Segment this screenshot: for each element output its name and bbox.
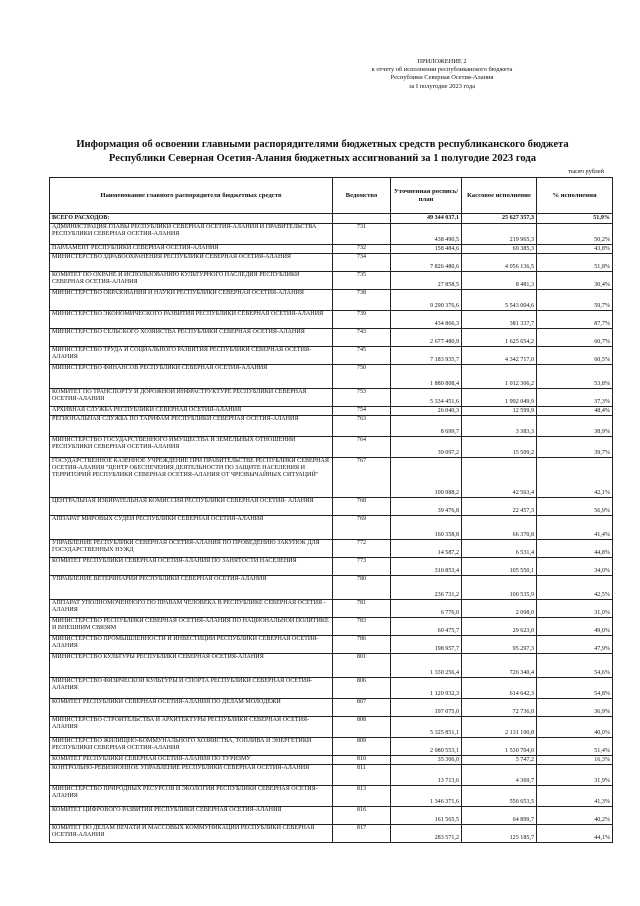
row-fact-cell: 5 543 004,6 bbox=[462, 290, 537, 311]
table-header-row bbox=[50, 178, 613, 214]
row-dept-cell: 731 bbox=[333, 224, 391, 245]
row-name-cell: КОМИТЕТ ЦИФРОВОГО РАЗВИТИЯ РЕСПУБЛИКИ СЕВЕРНАЯ ОСЕТИЯ-АЛАНИЯ bbox=[50, 807, 333, 825]
row-name-cell: КОМИТЕТ РЕСПУБЛИКИ СЕВЕРНАЯ ОСЕТИЯ-АЛАНИЯ ПО ТУРИЗМУ bbox=[50, 756, 333, 765]
row-pct-cell: 31,9% bbox=[537, 765, 613, 786]
table-row bbox=[50, 618, 613, 636]
row-dept-cell: 743 bbox=[333, 329, 391, 347]
table-row bbox=[50, 389, 613, 407]
row-name-cell: МИНИСТЕРСТВО КУЛЬТУРЫ РЕСПУБЛИКИ СЕВЕРНАЯ ОСЕТИЯ-АЛАНИЯ bbox=[50, 654, 333, 678]
table-row bbox=[50, 437, 613, 458]
header-pct: % исполнения bbox=[537, 178, 613, 214]
header-fact: Кассовое исполнение bbox=[462, 178, 537, 214]
row-dept-cell: 811 bbox=[333, 765, 391, 786]
row-plan-cell: 160 358,8 bbox=[391, 516, 462, 540]
row-pct-cell: 40,2% bbox=[537, 807, 613, 825]
row-name-cell: АРХИВНАЯ СЛУЖБА РЕСПУБЛИКИ СЕВЕРНАЯ ОСЕТИЯ-АЛАНИЯ bbox=[50, 407, 333, 416]
row-plan-cell: 8 699,7 bbox=[391, 416, 462, 437]
row-pct-cell: 40,0% bbox=[537, 717, 613, 738]
table-row bbox=[50, 786, 613, 807]
row-plan-cell: 197 075,0 bbox=[391, 699, 462, 717]
row-dept-cell: 783 bbox=[333, 618, 391, 636]
table-row bbox=[50, 407, 613, 416]
row-pct-cell: 31,0% bbox=[537, 600, 613, 618]
appendix-line: ПРИЛОЖЕНИЕ 2 bbox=[417, 58, 467, 65]
total-pct: 51,9% bbox=[537, 214, 613, 224]
row-name-cell: МИНИСТЕРСТВО ГОСУДАРСТВЕННОГО ИМУЩЕСТВА И ЗЕМЕЛЬНЫХ ОТНОШЕНИЙ РЕСПУБЛИКИ СЕВЕРНАЯ ОСЕТИЯ-АЛАНИЯ bbox=[50, 437, 333, 458]
row-pct-cell: 53,8% bbox=[537, 365, 613, 389]
row-pct-cell: 60,7% bbox=[537, 329, 613, 347]
row-dept-cell: 786 bbox=[333, 636, 391, 654]
row-fact-cell: 556 653,5 bbox=[462, 786, 537, 807]
row-pct-cell: 51,4% bbox=[537, 738, 613, 756]
total-plan: 49 344 037,1 bbox=[391, 214, 462, 224]
appendix-line: к отчету об исполнении республиканского бюджета bbox=[371, 66, 513, 74]
row-name-cell: КОНТРОЛЬНО-РЕВИЗИОННОЕ УПРАВЛЕНИЕ РЕСПУБЛИКИ СЕВЕРНАЯ ОСЕТИЯ-АЛАНИЯ bbox=[50, 765, 333, 786]
row-plan-cell: 283 571,2 bbox=[391, 825, 462, 843]
row-pct-cell: 30,4% bbox=[537, 272, 613, 290]
row-name-cell: УПРАВЛЕНИЕ ВЕТЕРИНАРИИ РЕСПУБЛИКИ СЕВЕРНАЯ ОСЕТИЯ-АЛАНИЯ bbox=[50, 576, 333, 600]
row-dept-cell: 764 bbox=[333, 437, 391, 458]
row-fact-cell: 1 625 654,2 bbox=[462, 329, 537, 347]
row-name-cell: МИНИСТЕРСТВО ЗДРАВООХРАНЕНИЯ РЕСПУБЛИКИ СЕВЕРНАЯ ОСЕТИЯ-АЛАНИЯ bbox=[50, 254, 333, 272]
row-fact-cell: 105 550,1 bbox=[462, 558, 537, 576]
row-dept-cell: 769 bbox=[333, 516, 391, 540]
table-row bbox=[50, 254, 613, 272]
header-name: Наименование главного распорядителя бюджетных средств bbox=[50, 178, 333, 214]
row-pct-cell: 44,8% bbox=[537, 540, 613, 558]
table-row bbox=[50, 540, 613, 558]
row-pct-cell: 48,4% bbox=[537, 407, 613, 416]
row-plan-cell: 1 880 808,4 bbox=[391, 365, 462, 389]
row-plan-cell: 7 826 480,6 bbox=[391, 254, 462, 272]
table-body bbox=[50, 214, 613, 843]
row-name-cell: РЕГИОНАЛЬНАЯ СЛУЖБА ПО ТАРИФАМ РЕСПУБЛИКИ СЕВЕРНАЯ ОСЕТИЯ-АЛАНИЯ bbox=[50, 416, 333, 437]
row-dept-cell: 781 bbox=[333, 600, 391, 618]
row-pct-cell: 37,3% bbox=[537, 389, 613, 407]
row-plan-cell: 14 587,2 bbox=[391, 540, 462, 558]
table-row bbox=[50, 636, 613, 654]
table-row bbox=[50, 576, 613, 600]
table-row bbox=[50, 825, 613, 843]
document-title bbox=[40, 138, 605, 165]
row-fact-cell: 29 623,0 bbox=[462, 618, 537, 636]
row-plan-cell: 100 988,2 bbox=[391, 458, 462, 498]
row-name-cell: ЦЕНТРАЛЬНАЯ ИЗБИРАТЕЛЬНАЯ КОМИССИЯ РЕСПУБЛИКИ СЕВЕРНАЯ ОСЕТИЯ- АЛАНИЯ bbox=[50, 498, 333, 516]
row-fact-cell: 726 340,4 bbox=[462, 654, 537, 678]
row-dept-cell: 817 bbox=[333, 825, 391, 843]
row-fact-cell: 1 992 049,9 bbox=[462, 389, 537, 407]
row-name-cell: ГОСУДАРСТВЕННОЕ КАЗЕННОЕ УЧРЕЖДЕНИЕ ПРИ ПРАВИТЕЛЬСТВЕ РЕСПУБЛИКИ СЕВЕРНАЯ ОСЕТИЯ-АЛАНИЯ "ЦЕНТР ОБЕСПЕЧЕНИЯ ДЕЯТЕЛЬНОСТИ ПО ЗАЩИТЕ НАСЕЛЕНИЯ И ТЕРРИТОРИЙ РЕСПУБЛИКИ СЕВЕРНАЯ ОСЕТИЯ-АЛАНИЯ ОТ ЧРЕЗВЫЧАЙНЫХ СИТУАЦИЙ" bbox=[50, 458, 333, 498]
row-pct-cell: 60,5% bbox=[537, 347, 613, 365]
row-fact-cell: 66 370,8 bbox=[462, 516, 537, 540]
table-row bbox=[50, 272, 613, 290]
table-row bbox=[50, 347, 613, 365]
row-name-cell: МИНИСТЕРСТВО РЕСПУБЛИКИ СЕВЕРНАЯ ОСЕТИЯ-АЛАНИЯ ПО НАЦИОНАЛЬНОЙ ПОЛИТИКЕ И ВНЕШНИМ СВЯЗЯМ bbox=[50, 618, 333, 636]
row-pct-cell: 54,8% bbox=[537, 678, 613, 699]
row-name-cell: КОМИТЕТ РЕСПУБЛИКИ СЕВЕРНАЯ ОСЕТИЯ-АЛАНИЯ ПО ЗАНЯТОСТИ НАСЕЛЕНИЯ bbox=[50, 558, 333, 576]
row-dept-cell: 750 bbox=[333, 365, 391, 389]
total-row bbox=[50, 214, 613, 224]
row-plan-cell: 27 858,5 bbox=[391, 272, 462, 290]
row-plan-cell: 35 306,0 bbox=[391, 756, 462, 765]
row-dept-cell: 767 bbox=[333, 458, 391, 498]
row-plan-cell: 2 980 553,1 bbox=[391, 738, 462, 756]
table-row bbox=[50, 416, 613, 437]
row-name-cell: МИНИСТЕРСТВО ПРИРОДНЫХ РЕСУРСОВ И ЭКОЛОГИИ РЕСПУБЛИКИ СЕВЕРНАЯ ОСЕТИЯ-АЛАНИЯ bbox=[50, 786, 333, 807]
appendix-line: за I полугодие 2023 года bbox=[408, 82, 476, 90]
row-fact-cell: 4 369,7 bbox=[462, 765, 537, 786]
row-name-cell: ПАРЛАМЕНТ РЕСПУБЛИКИ СЕВЕРНАЯ ОСЕТИЯ-АЛАНИЯ bbox=[50, 245, 333, 254]
table-row bbox=[50, 558, 613, 576]
table-row bbox=[50, 311, 613, 329]
row-plan-cell: 236 731,2 bbox=[391, 576, 462, 600]
table-row bbox=[50, 678, 613, 699]
row-fact-cell: 1 530 704,0 bbox=[462, 738, 537, 756]
row-dept-cell: 735 bbox=[333, 272, 391, 290]
table-row bbox=[50, 458, 613, 498]
row-pct-cell: 51,8% bbox=[537, 254, 613, 272]
row-plan-cell: 26 040,3 bbox=[391, 407, 462, 416]
row-name-cell: МИНИСТЕРСТВО ЖИЛИЩНО-КОММУНАЛЬНОГО ХОЗЯЙСТВА, ТОПЛИВА И ЭНЕРГЕТИКИ РЕСПУБЛИКИ СЕВЕРНАЯ ОСЕТИЯ-АЛАНИЯ bbox=[50, 738, 333, 756]
row-dept-cell: 772 bbox=[333, 540, 391, 558]
row-pct-cell: 41,4% bbox=[537, 516, 613, 540]
row-pct-cell: 34,0% bbox=[537, 558, 613, 576]
row-pct-cell: 16,3% bbox=[537, 756, 613, 765]
row-pct-cell: 47,9% bbox=[537, 636, 613, 654]
row-dept-cell: 809 bbox=[333, 738, 391, 756]
total-fact: 25 627 357,3 bbox=[462, 214, 537, 224]
row-dept-cell: 734 bbox=[333, 254, 391, 272]
table-row bbox=[50, 329, 613, 347]
table-row bbox=[50, 654, 613, 678]
row-name-cell: МИНИСТЕРСТВО ОБРАЗОВАНИЯ И НАУКИ РЕСПУБЛИКИ СЕВЕРНАЯ ОСЕТИЯ-АЛАНИЯ bbox=[50, 290, 333, 311]
row-fact-cell: 381 337,7 bbox=[462, 311, 537, 329]
row-dept-cell: 738 bbox=[333, 290, 391, 311]
budget-table bbox=[49, 177, 613, 843]
header-plan: Уточненная роспись/план bbox=[391, 178, 462, 214]
row-pct-cell: 42,5% bbox=[537, 576, 613, 600]
total-label: ВСЕГО РАСХОДОВ: bbox=[50, 214, 333, 224]
row-pct-cell: 36,9% bbox=[537, 699, 613, 717]
table-row bbox=[50, 224, 613, 245]
row-fact-cell: 42 563,4 bbox=[462, 458, 537, 498]
row-fact-cell: 69 385,3 bbox=[462, 245, 537, 254]
row-name-cell: МИНИСТЕРСТВО ЭКОНОМИЧЕСКОГО РАЗВИТИЯ РЕСПУБЛИКИ СЕВЕРНАЯ ОСЕТИЯ-АЛАНИЯ bbox=[50, 311, 333, 329]
title-line: Информация об освоении главными распорядителями бюджетных средств республиканского бюджета bbox=[76, 139, 569, 150]
row-plan-cell: 5 334 451,6 bbox=[391, 389, 462, 407]
row-plan-cell: 310 853,4 bbox=[391, 558, 462, 576]
row-pct-cell: 38,9% bbox=[537, 416, 613, 437]
row-name-cell: УПРАВЛЕНИЕ РЕСПУБЛИКИ СЕВЕРНАЯ ОСЕТИЯ-АЛАНИЯ ПО ПРОВЕДЕНИЮ ЗАКУПОК ДЛЯ ГОСУДАРСТВЕННЫХ НУЖД bbox=[50, 540, 333, 558]
table-row bbox=[50, 756, 613, 765]
table-row bbox=[50, 717, 613, 738]
row-fact-cell: 2 098,0 bbox=[462, 600, 537, 618]
row-name-cell: АДМИНИСТРАЦИЯ ГЛАВЫ РЕСПУБЛИКИ СЕВЕРНАЯ ОСЕТИЯ-АЛАНИЯ И ПРАВИТЕЛЬСТВА РЕСПУБЛИКИ СЕВЕРНАЯ ОСЕТИЯ-АЛАНИЯ bbox=[50, 224, 333, 245]
table-row bbox=[50, 738, 613, 756]
row-name-cell: МИНИСТЕРСТВО ФИЗИЧЕСКОЙ КУЛЬТУРЫ И СПОРТА РЕСПУБЛИКИ СЕВЕРНАЯ ОСЕТИЯ-АЛАНИЯ bbox=[50, 678, 333, 699]
row-name-cell: АППАРАТ УПОЛНОМОЧЕННОГО ПО ПРАВАМ ЧЕЛОВЕКА В РЕСПУБЛИКЕ СЕВЕРНАЯ ОСЕТИЯ - АЛАНИЯ bbox=[50, 600, 333, 618]
row-fact-cell: 6 531,4 bbox=[462, 540, 537, 558]
row-pct-cell: 42,1% bbox=[537, 458, 613, 498]
row-fact-cell: 72 736,0 bbox=[462, 699, 537, 717]
row-pct-cell: 44,1% bbox=[537, 825, 613, 843]
row-dept-cell: 810 bbox=[333, 756, 391, 765]
row-fact-cell: 5 747,2 bbox=[462, 756, 537, 765]
row-pct-cell: 41,3% bbox=[537, 786, 613, 807]
row-fact-cell: 100 535,9 bbox=[462, 576, 537, 600]
row-plan-cell: 434 866,3 bbox=[391, 311, 462, 329]
row-fact-cell: 64 899,7 bbox=[462, 807, 537, 825]
total-dept bbox=[333, 214, 391, 224]
row-pct-cell: 56,9% bbox=[537, 498, 613, 516]
row-plan-cell: 6 776,0 bbox=[391, 600, 462, 618]
row-dept-cell: 753 bbox=[333, 389, 391, 407]
table-row bbox=[50, 290, 613, 311]
row-fact-cell: 614 642,3 bbox=[462, 678, 537, 699]
row-fact-cell: 3 383,3 bbox=[462, 416, 537, 437]
row-fact-cell: 15 509,2 bbox=[462, 437, 537, 458]
row-dept-cell: 807 bbox=[333, 699, 391, 717]
row-name-cell: КОМИТЕТ ПО ДЕЛАМ ПЕЧАТИ И МАССОВЫХ КОММУНИКАЦИЙ РЕСПУБЛИКИ СЕВЕРНАЯ ОСЕТИЯ-АЛАНИЯ bbox=[50, 825, 333, 843]
table-row bbox=[50, 245, 613, 254]
row-fact-cell: 4 342 717,0 bbox=[462, 347, 537, 365]
row-plan-cell: 9 290 376,6 bbox=[391, 290, 462, 311]
row-plan-cell: 158 484,6 bbox=[391, 245, 462, 254]
row-plan-cell: 1 330 256,4 bbox=[391, 654, 462, 678]
units-label: тысяч рублей bbox=[568, 168, 604, 175]
row-dept-cell: 739 bbox=[333, 311, 391, 329]
row-plan-cell: 161 565,5 bbox=[391, 807, 462, 825]
row-plan-cell: 1 120 932,3 bbox=[391, 678, 462, 699]
row-fact-cell: 219 965,3 bbox=[462, 224, 537, 245]
row-dept-cell: 806 bbox=[333, 678, 391, 699]
row-dept-cell: 816 bbox=[333, 807, 391, 825]
table-row bbox=[50, 365, 613, 389]
row-fact-cell: 22 457,3 bbox=[462, 498, 537, 516]
row-plan-cell: 7 183 935,7 bbox=[391, 347, 462, 365]
row-fact-cell: 95 297,3 bbox=[462, 636, 537, 654]
row-plan-cell: 198 957,7 bbox=[391, 636, 462, 654]
row-name-cell: МИНИСТЕРСТВО ПРОМЫШЛЕННОСТИ И ИНВЕСТИЦИЙ РЕСПУБЛИКИ СЕВЕРНАЯ ОСЕТИЯ-АЛАНИЯ bbox=[50, 636, 333, 654]
row-plan-cell: 5 325 851,1 bbox=[391, 717, 462, 738]
row-plan-cell: 60 475,7 bbox=[391, 618, 462, 636]
row-plan-cell: 39 097,2 bbox=[391, 437, 462, 458]
row-name-cell: МИНИСТЕРСТВО СТРОИТЕЛЬСТВА И АРХИТЕКТУРЫ РЕСПУБЛИКИ СЕВЕРНАЯ ОСЕТИЯ-АЛАНИЯ bbox=[50, 717, 333, 738]
row-name-cell: МИНИСТЕРСТВО ТРУДА И СОЦИАЛЬНОГО РАЗВИТИЯ РЕСПУБЛИКИ СЕВЕРНАЯ ОСЕТИЯ-АЛАНИЯ bbox=[50, 347, 333, 365]
title-line: Республики Северная Осетия-Алания бюджетных ассигнований за 1 полугодие 2023 года bbox=[108, 152, 537, 164]
row-fact-cell: 8 481,3 bbox=[462, 272, 537, 290]
row-name-cell: КОМИТЕТ ПО ОХРАНЕ И ИСПОЛЬЗОВАНИЮ КУЛЬТУРНОГО НАСЛЕДИЯ РЕСПУБЛИКИ СЕВЕРНАЯ ОСЕТИЯ-АЛАНИЯ bbox=[50, 272, 333, 290]
row-fact-cell: 1 012 306,2 bbox=[462, 365, 537, 389]
table-row bbox=[50, 600, 613, 618]
row-name-cell: АППАРАТ МИРОВЫХ СУДЕЙ РЕСПУБЛИКИ СЕВЕРНАЯ ОСЕТИЯ-АЛАНИЯ bbox=[50, 516, 333, 540]
table-row bbox=[50, 699, 613, 717]
row-dept-cell: 732 bbox=[333, 245, 391, 254]
row-plan-cell: 438 490,5 bbox=[391, 224, 462, 245]
row-name-cell: МИНИСТЕРСТВО СЕЛЬСКОГО ХОЗЯЙСТВА РЕСПУБЛИКИ СЕВЕРНАЯ ОСЕТИЯ-АЛАНИЯ bbox=[50, 329, 333, 347]
row-dept-cell: 773 bbox=[333, 558, 391, 576]
row-pct-cell: 49,0% bbox=[537, 618, 613, 636]
row-plan-cell: 39 476,8 bbox=[391, 498, 462, 516]
row-fact-cell: 4 056 136,5 bbox=[462, 254, 537, 272]
table-row bbox=[50, 498, 613, 516]
table-row bbox=[50, 516, 613, 540]
row-pct-cell: 54,6% bbox=[537, 654, 613, 678]
row-plan-cell: 13 713,6 bbox=[391, 765, 462, 786]
appendix-line: Республики Северная Осетия-Алания bbox=[390, 74, 494, 82]
header-dept: Ведомство bbox=[333, 178, 391, 214]
row-pct-cell: 50,2% bbox=[537, 224, 613, 245]
row-fact-cell: 12 599,9 bbox=[462, 407, 537, 416]
appendix-note bbox=[332, 58, 552, 91]
row-name-cell: КОМИТЕТ ПО ТРАНСПОРТУ И ДОРОЖНОЙ ИНФРАСТРУКТУРЕ РЕСПУБЛИКИ СЕВЕРНАЯ ОСЕТИЯ-АЛАНИЯ bbox=[50, 389, 333, 407]
row-dept-cell: 768 bbox=[333, 498, 391, 516]
row-pct-cell: 59,7% bbox=[537, 290, 613, 311]
row-plan-cell: 2 677 480,9 bbox=[391, 329, 462, 347]
table-row bbox=[50, 765, 613, 786]
row-dept-cell: 808 bbox=[333, 717, 391, 738]
row-dept-cell: 763 bbox=[333, 416, 391, 437]
row-plan-cell: 1 346 371,6 bbox=[391, 786, 462, 807]
row-dept-cell: 754 bbox=[333, 407, 391, 416]
row-dept-cell: 745 bbox=[333, 347, 391, 365]
table-row bbox=[50, 807, 613, 825]
row-dept-cell: 780 bbox=[333, 576, 391, 600]
row-pct-cell: 39,7% bbox=[537, 437, 613, 458]
row-dept-cell: 801 bbox=[333, 654, 391, 678]
row-pct-cell: 43,8% bbox=[537, 245, 613, 254]
row-name-cell: МИНИСТЕРСТВО ФИНАНСОВ РЕСПУБЛИКИ СЕВЕРНАЯ ОСЕТИЯ-АЛАНИЯ bbox=[50, 365, 333, 389]
row-name-cell: КОМИТЕТ РЕСПУБЛИКИ СЕВЕРНАЯ ОСЕТИЯ-АЛАНИЯ ПО ДЕЛАМ МОЛОДЕЖИ bbox=[50, 699, 333, 717]
row-fact-cell: 2 131 190,8 bbox=[462, 717, 537, 738]
row-pct-cell: 87,7% bbox=[537, 311, 613, 329]
row-fact-cell: 125 185,7 bbox=[462, 825, 537, 843]
row-dept-cell: 813 bbox=[333, 786, 391, 807]
